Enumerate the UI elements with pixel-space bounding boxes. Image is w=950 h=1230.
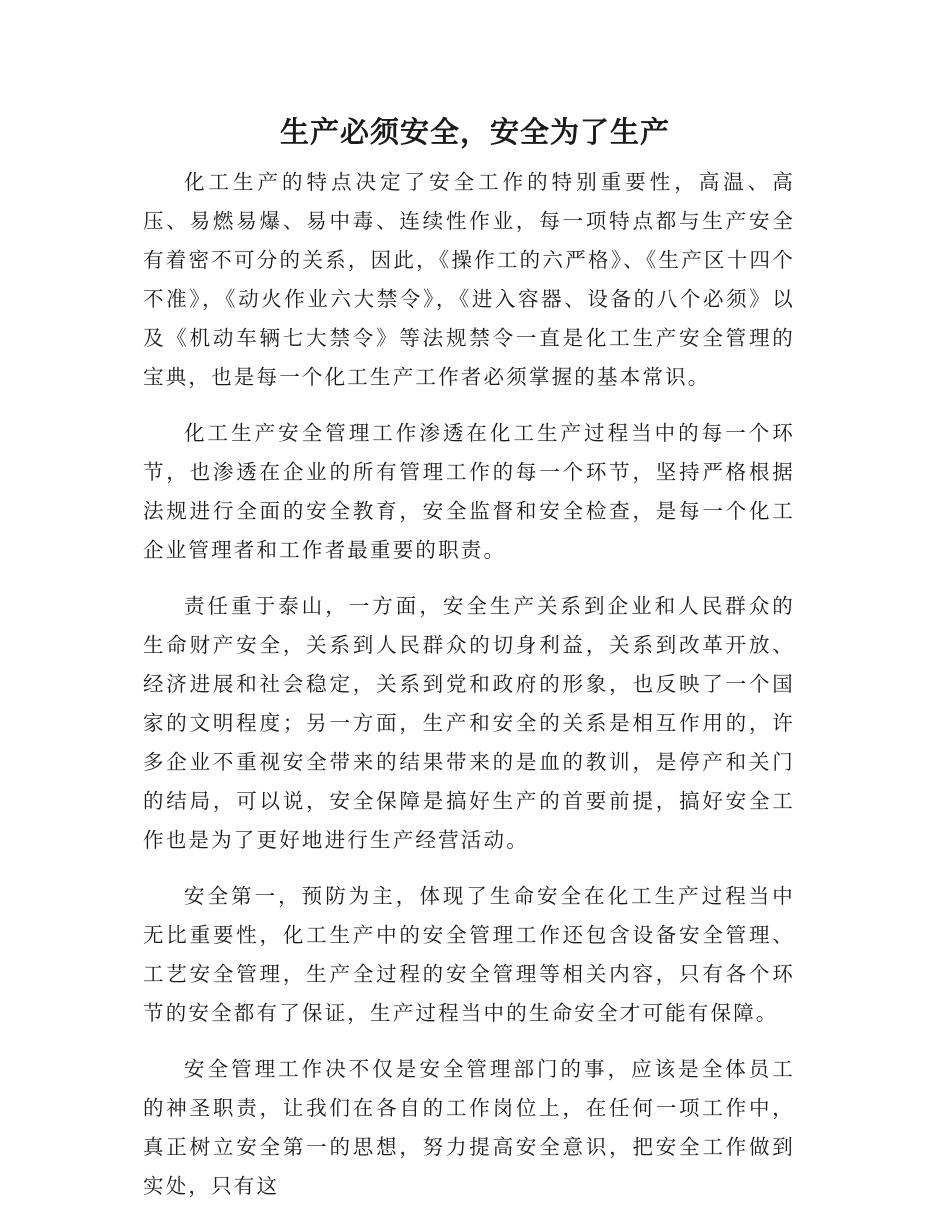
- paragraph-2: 化工生产安全管理工作渗透在化工生产过程当中的每一个环节，也渗透在企业的所有管理工作的每一个环节，坚持严格根据法规进行全面的安全教育，安全监督和安全检查，是每一个化工企业管理者和工作者最重要的职责。: [143, 421, 795, 562]
- document-title: 生产必须安全，安全为了生产: [279, 115, 670, 149]
- paragraph-4: 安全第一，预防为主，体现了生命安全在化工生产过程当中无比重要性，化工生产中的安全管理工作还包含设备安全管理、工艺安全管理，生产全过程的安全管理等相关内容，只有各个环节的安全都有了保证，生产过程当中的生命安全才可能有保障。: [143, 884, 795, 1025]
- paragraph-5: 安全管理工作决不仅是安全管理部门的事，应该是全体员工的神圣职责，让我们在各自的工作岗位上，在任何一项工作中，真正树立安全第一的思想，努力提高安全意识，把安全工作做到实处，只有这: [143, 1057, 795, 1198]
- paragraph-1: 化工生产的特点决定了安全工作的特别重要性，高温、高压、易燃易爆、易中毒、连续性作业，每一项特点都与生产安全有着密不可分的关系，因此，《操作工的六严格》、《生产区十四个不准》，《动火作业六大禁令》，《进入容器、设备的八个必须》以及《机动车辆七大禁令》等法规禁令一直是化工生产安全管理的宝典，也是每一个化工生产工作者必须掌握的基本常识。: [143, 170, 795, 389]
- document-body: [143, 163, 795, 1206]
- paragraph-3: 责任重于泰山，一方面，安全生产关系到企业和人民群众的生命财产安全，关系到人民群众的切身利益，关系到改革开放、经济进展和社会稳定，关系到党和政府的形象，也反映了一个国家的文明程度；另一方面，生产和安全的关系是相互作用的，许多企业不重视安全带来的结果带来的是血的教训，是停产和关门的结局，可以说，安全保障是搞好生产的首要前提，搞好安全工作也是为了更好地进行生产经营活动。: [143, 594, 795, 852]
